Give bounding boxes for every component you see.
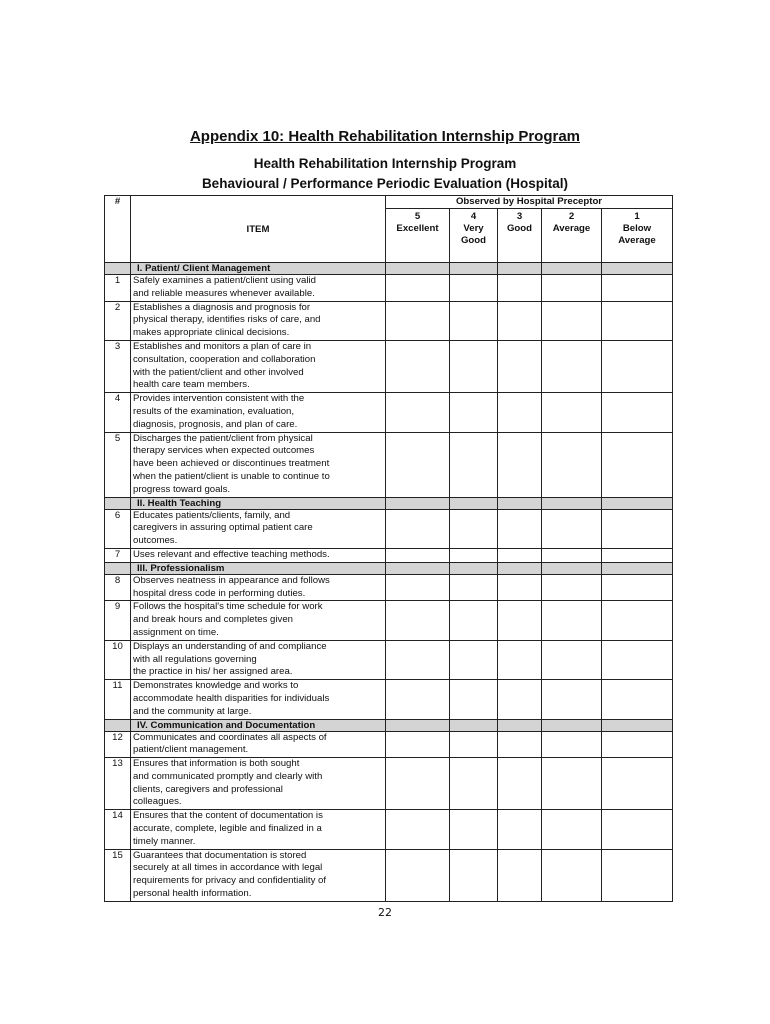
item-line: Guarantees that documentation is stored	[133, 849, 307, 861]
item-line: outcomes.	[133, 535, 178, 547]
item-number: 1	[105, 275, 131, 302]
section-rating-cell	[602, 263, 673, 275]
rating-cell-4[interactable]	[450, 731, 498, 758]
rating-cell-3[interactable]	[498, 731, 542, 758]
section-row	[105, 263, 673, 275]
rating-cell-1[interactable]	[602, 680, 673, 719]
item-description	[131, 731, 386, 758]
section-rating-cell	[386, 497, 450, 509]
rating-cell-2[interactable]	[542, 275, 602, 302]
item-line: diagnosis, prognosis, and plan of care.	[133, 418, 298, 430]
item-line: Communicates and coordinates all aspects of	[133, 731, 327, 743]
rating-header-4	[450, 209, 498, 263]
item-line: Demonstrates knowledge and works to	[133, 680, 299, 692]
rating-cell-2[interactable]	[542, 731, 602, 758]
rating-cell-2[interactable]	[542, 548, 602, 562]
page-number: 22	[378, 906, 392, 919]
table-row	[105, 509, 673, 548]
rating-score: 5	[414, 211, 421, 222]
rating-cell-5[interactable]	[386, 601, 450, 640]
section-rating-cell	[602, 719, 673, 731]
table-row	[105, 301, 673, 340]
rating-cell-2[interactable]	[542, 680, 602, 719]
item-line: Provides intervention consistent with the	[133, 393, 305, 405]
table-row	[105, 849, 673, 901]
rating-cell-1[interactable]	[602, 758, 673, 810]
rating-cell-1[interactable]	[602, 574, 673, 601]
item-number: 5	[105, 432, 131, 497]
section-rating-cell	[602, 562, 673, 574]
item-line: colleagues.	[133, 796, 182, 808]
rating-cell-5[interactable]	[386, 810, 450, 849]
evaluation-table	[104, 195, 673, 902]
table-row	[105, 574, 673, 601]
rating-label: Very	[463, 223, 484, 234]
rating-cell-5[interactable]	[386, 849, 450, 901]
item-number: 2	[105, 301, 131, 340]
section-row	[105, 562, 673, 574]
item-line: and communicated promptly and clearly with	[133, 770, 323, 782]
item-column-header: ITEM	[131, 196, 386, 263]
observer-header: Observed by Hospital Preceptor	[386, 196, 673, 209]
section-rating-cell	[542, 719, 602, 731]
section-num-cell	[105, 497, 131, 509]
rating-cell-4[interactable]	[450, 301, 498, 340]
section-rating-cell	[542, 497, 602, 509]
rating-cell-1[interactable]	[602, 601, 673, 640]
rating-cell-3[interactable]	[498, 275, 542, 302]
rating-cell-3[interactable]	[498, 849, 542, 901]
item-line: makes appropriate clinical decisions.	[133, 327, 290, 339]
item-line: and break hours and completes given	[133, 614, 293, 626]
item-description	[131, 432, 386, 497]
rating-cell-4[interactable]	[450, 601, 498, 640]
item-line: have been achieved or discontinues treatment	[133, 458, 330, 470]
item-number: 6	[105, 509, 131, 548]
rating-cell-5[interactable]	[386, 301, 450, 340]
rating-header-3	[498, 209, 542, 263]
section-num-cell	[105, 263, 131, 275]
section-rating-cell	[450, 719, 498, 731]
item-line: the practice in his/ her assigned area.	[133, 666, 293, 678]
rating-cell-3[interactable]	[498, 758, 542, 810]
rating-cell-5[interactable]	[386, 340, 450, 392]
rating-label: Average	[552, 223, 591, 234]
rating-cell-2[interactable]	[542, 432, 602, 497]
section-rating-cell	[450, 562, 498, 574]
rating-cell-3[interactable]	[498, 640, 542, 679]
section-rating-cell	[386, 719, 450, 731]
rating-label: Good	[460, 235, 487, 246]
section-row	[105, 719, 673, 731]
rating-cell-4[interactable]	[450, 849, 498, 901]
rating-cell-3[interactable]	[498, 601, 542, 640]
item-description	[131, 548, 386, 562]
rating-header-5	[386, 209, 450, 263]
section-num-cell	[105, 719, 131, 731]
table-row	[105, 810, 673, 849]
item-description	[131, 574, 386, 601]
item-description	[131, 849, 386, 901]
section-rating-cell	[450, 263, 498, 275]
rating-cell-5[interactable]	[386, 731, 450, 758]
rating-cell-1[interactable]	[602, 275, 673, 302]
rating-cell-1[interactable]	[602, 548, 673, 562]
rating-cell-4[interactable]	[450, 275, 498, 302]
form-subtitle: Behavioural / Performance Periodic Evaluation (Hospital)	[201, 176, 569, 191]
rating-cell-4[interactable]	[450, 680, 498, 719]
rating-cell-5[interactable]	[386, 393, 450, 432]
rating-cell-3[interactable]	[498, 810, 542, 849]
table-row	[105, 731, 673, 758]
item-line: Ensures that the content of documentation is	[133, 810, 323, 822]
item-line: clients, caregivers and professional	[133, 783, 283, 795]
table-row	[105, 640, 673, 679]
section-title: IV. Communication and Documentation	[131, 719, 386, 731]
section-rating-cell	[498, 719, 542, 731]
item-line: Follows the hospital's time schedule for work	[133, 601, 323, 613]
rating-label: Below	[622, 223, 652, 234]
rating-cell-2[interactable]	[542, 393, 602, 432]
item-line: and reliable measures whenever available.	[133, 287, 315, 299]
item-number: 8	[105, 574, 131, 601]
evaluation-body	[105, 263, 673, 902]
item-line: caregivers in assuring optimal patient care	[133, 522, 313, 534]
section-title: III. Professionalism	[131, 562, 386, 574]
rating-score: 4	[470, 211, 477, 222]
item-description	[131, 301, 386, 340]
item-description	[131, 601, 386, 640]
item-line: requirements for privacy and confidentiality of	[133, 875, 327, 887]
section-title: II. Health Teaching	[131, 497, 386, 509]
item-description	[131, 810, 386, 849]
rating-cell-2[interactable]	[542, 640, 602, 679]
item-line: and the community at large.	[133, 705, 252, 717]
rating-cell-1[interactable]	[602, 301, 673, 340]
rating-cell-1[interactable]	[602, 432, 673, 497]
section-title: I. Patient/ Client Management	[131, 263, 386, 275]
item-description	[131, 340, 386, 392]
rating-cell-2[interactable]	[542, 758, 602, 810]
num-column-header: #	[105, 196, 131, 263]
rating-cell-3[interactable]	[498, 548, 542, 562]
item-number: 12	[105, 731, 131, 758]
item-line: progress toward goals.	[133, 483, 231, 495]
item-line: Observes neatness in appearance and follows	[133, 574, 330, 586]
rating-cell-5[interactable]	[386, 548, 450, 562]
item-number: 10	[105, 640, 131, 679]
section-row	[105, 497, 673, 509]
rating-cell-5[interactable]	[386, 640, 450, 679]
rating-cell-2[interactable]	[542, 509, 602, 548]
table-row	[105, 548, 673, 562]
rating-cell-2[interactable]	[542, 340, 602, 392]
table-row	[105, 601, 673, 640]
item-line: health care team members.	[133, 379, 250, 391]
form-title: Health Rehabilitation Internship Program	[253, 156, 517, 171]
item-line: Discharges the patient/client from physical	[133, 432, 313, 444]
item-line: Establishes and monitors a plan of care in	[133, 340, 312, 352]
table-row	[105, 393, 673, 432]
rating-cell-5[interactable]	[386, 509, 450, 548]
rating-cell-4[interactable]	[450, 432, 498, 497]
item-number: 3	[105, 340, 131, 392]
rating-header-1	[602, 209, 673, 263]
rating-cell-2[interactable]	[542, 810, 602, 849]
item-number: 7	[105, 548, 131, 562]
item-number: 4	[105, 393, 131, 432]
rating-cell-2[interactable]	[542, 849, 602, 901]
table-row	[105, 758, 673, 810]
rating-cell-1[interactable]	[602, 731, 673, 758]
rating-cell-5[interactable]	[386, 758, 450, 810]
item-line: Establishes a diagnosis and prognosis for	[133, 301, 311, 313]
rating-cell-3[interactable]	[498, 432, 542, 497]
item-description	[131, 393, 386, 432]
item-description	[131, 640, 386, 679]
rating-score: 2	[568, 211, 575, 222]
item-description	[131, 758, 386, 810]
item-line: consultation, cooperation and collaboration	[133, 353, 316, 365]
rating-score: 1	[634, 211, 640, 222]
section-num-cell	[105, 562, 131, 574]
rating-cell-1[interactable]	[602, 849, 673, 901]
rating-cell-4[interactable]	[450, 810, 498, 849]
rating-cell-4[interactable]	[450, 340, 498, 392]
rating-cell-2[interactable]	[542, 601, 602, 640]
item-number: 9	[105, 601, 131, 640]
rating-cell-1[interactable]	[602, 340, 673, 392]
rating-cell-5[interactable]	[386, 275, 450, 302]
section-rating-cell	[450, 497, 498, 509]
rating-cell-4[interactable]	[450, 640, 498, 679]
rating-label: Average	[618, 235, 656, 246]
rating-cell-3[interactable]	[498, 301, 542, 340]
item-line: assignment on time.	[133, 626, 219, 638]
rating-cell-3[interactable]	[498, 393, 542, 432]
section-rating-cell	[498, 497, 542, 509]
table-row	[105, 340, 673, 392]
rating-cell-5[interactable]	[386, 574, 450, 601]
rating-cell-5[interactable]	[386, 432, 450, 497]
item-line: Educates patients/clients, family, and	[133, 509, 291, 521]
item-line: Uses relevant and effective teaching methods.	[133, 548, 330, 560]
rating-cell-2[interactable]	[542, 301, 602, 340]
rating-header-2	[542, 209, 602, 263]
section-rating-cell	[386, 263, 450, 275]
item-line: physical therapy, identifies risks of care, and	[133, 314, 321, 326]
item-line: therapy services when expected outcomes	[133, 445, 315, 457]
section-rating-cell	[602, 497, 673, 509]
rating-label: Good	[506, 223, 533, 234]
item-line: securely at all times in accordance with legal	[133, 862, 323, 874]
table-row	[105, 432, 673, 497]
table-row	[105, 680, 673, 719]
rating-cell-3[interactable]	[498, 340, 542, 392]
appendix-title: Appendix 10: Health Rehabilitation Internship Program	[189, 128, 581, 145]
item-line: Displays an understanding of and compliance	[133, 640, 327, 652]
item-line: when the patient/client is unable to continue to	[133, 470, 330, 482]
item-line: hospital dress code in performing duties.	[133, 587, 306, 599]
item-description	[131, 680, 386, 719]
rating-cell-1[interactable]	[602, 509, 673, 548]
item-line: patient/client management.	[133, 744, 249, 756]
rating-cell-4[interactable]	[450, 393, 498, 432]
section-rating-cell	[498, 562, 542, 574]
item-line: accurate, complete, legible and finalized in a	[133, 823, 322, 835]
section-rating-cell	[542, 263, 602, 275]
item-number: 15	[105, 849, 131, 901]
rating-cell-4[interactable]	[450, 509, 498, 548]
item-line: accommodate health disparities for individuals	[133, 692, 330, 704]
rating-cell-4[interactable]	[450, 548, 498, 562]
item-number: 11	[105, 680, 131, 719]
table-row	[105, 275, 673, 302]
rating-cell-3[interactable]	[498, 680, 542, 719]
item-line: Ensures that information is both sought	[133, 758, 300, 770]
item-line: with all regulations governing	[133, 653, 257, 665]
item-line: timely manner.	[133, 835, 196, 847]
rating-cell-5[interactable]	[386, 680, 450, 719]
item-number: 14	[105, 810, 131, 849]
rating-cell-1[interactable]	[602, 393, 673, 432]
section-rating-cell	[542, 562, 602, 574]
section-rating-cell	[498, 263, 542, 275]
item-description	[131, 509, 386, 548]
rating-cell-3[interactable]	[498, 509, 542, 548]
item-line: Safely examines a patient/client using valid	[133, 275, 316, 286]
rating-cell-3[interactable]	[498, 574, 542, 601]
rating-cell-1[interactable]	[602, 810, 673, 849]
rating-label: Excellent	[396, 223, 439, 234]
item-line: with the patient/client and other involved	[133, 366, 304, 378]
item-number: 13	[105, 758, 131, 810]
item-description	[131, 275, 386, 302]
rating-cell-4[interactable]	[450, 574, 498, 601]
rating-cell-4[interactable]	[450, 758, 498, 810]
section-rating-cell	[386, 562, 450, 574]
item-line: results of the examination, evaluation,	[133, 405, 295, 417]
rating-score: 3	[516, 211, 523, 222]
rating-cell-2[interactable]	[542, 574, 602, 601]
item-line: personal health information.	[133, 888, 252, 900]
rating-cell-1[interactable]	[602, 640, 673, 679]
